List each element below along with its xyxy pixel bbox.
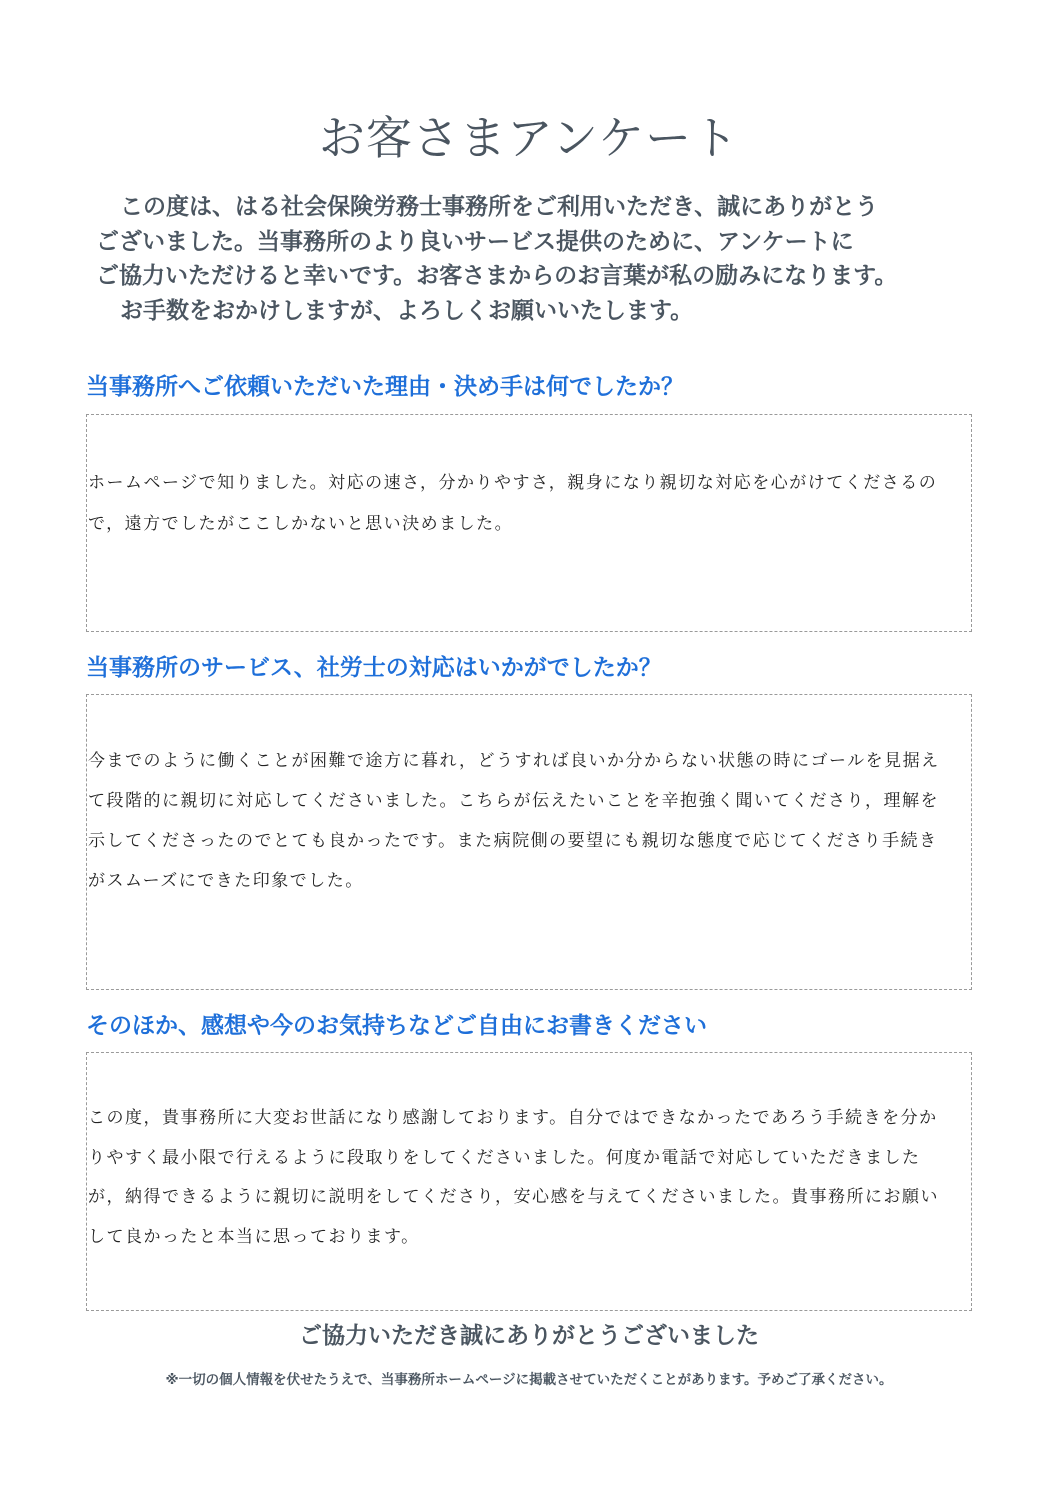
answer-2-text: 今までのように働くことが困難で途方に暮れ，どうすれば良いか分からない状態の時にゴールを見据えて段階的に親切に対応してくださいました。こちらが伝えたいことを辛抱強く聞いてくださり，理解を示してくださったのでとても良かったです。また病院側の要望にも親切な態度で応じてくださり手続きがスムーズにできた印象でした。 [88,751,940,891]
intro-line: ございました。当事務所のより良いサービス提供のために、アンケートに [96,228,854,255]
answer-3-box [86,1052,972,1311]
page-title: お客さまアンケート [318,111,740,165]
answer-3-text: この度，貴事務所に大変お世話になり感謝しております。自分ではできなかったであろう手続きを分かりやすく最小限で行えるように段取りをしてくださいました。何度か電話で対応していただきましたが，納得できるように親切に説明をしてくださり，安心感を与えてくださいました。貴事務所にお願いして良かったと本当に思っております。 [88,1108,939,1247]
answer-1-text: ホームページで知りました。対応の速さ，分かりやすさ，親身になり親切な対応を心がけてくださるので，遠方でしたがここしかないと思い決めました。 [88,473,938,534]
intro-line: お手数をおかけしますが、よろしくお願いいたします。 [120,297,694,324]
question-3-heading: そのほか、感想や今のお気持ちなどご自由にお書きください [86,1013,707,1039]
intro-line: この度は、はる社会保険労務士事務所をご利用いただき、誠にありがとう [120,194,879,220]
intro-message [96,190,966,328]
question-2-heading: 当事務所のサービス、社労士の対応はいかがでしたか？ [86,655,662,681]
answer-1-box [86,414,972,632]
closing-message: ご協力いただき誠にありがとうございました [299,1323,759,1349]
privacy-footnote: ※一切の個人情報を伏せたうえで、当事務所ホームページに掲載させていただくことがあります。予めご了承ください。 [165,1372,893,1388]
question-1-heading: 当事務所へご依頼いただいた理由・決め手は何でしたか？ [86,374,684,400]
answer-2-box [86,694,972,990]
intro-line: ご協力いただけると幸いです。お客さまからのお言葉が私の励みになります。 [96,263,898,289]
